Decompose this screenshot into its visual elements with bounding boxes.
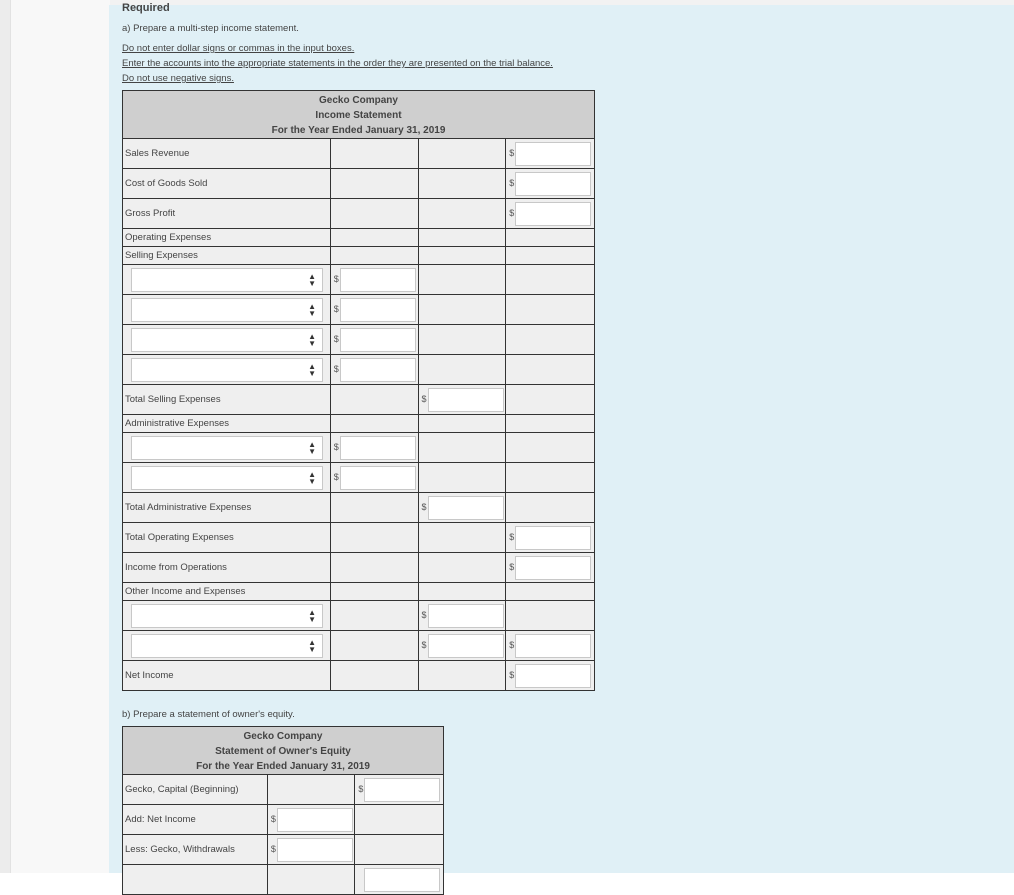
row-sales-revenue xyxy=(123,139,595,169)
label-administrative-expenses: Administrative Expenses xyxy=(125,418,230,429)
label-income-from-operations: Income from Operations xyxy=(125,562,227,573)
row-administrative-expenses xyxy=(123,415,595,433)
label-net-income: Net Income xyxy=(125,670,174,681)
label-other-income-expenses: Other Income and Expenses xyxy=(125,586,246,597)
label-operating-expenses: Operating Expenses xyxy=(125,232,212,243)
up-down-arrow-icon: ▲ ▼ xyxy=(308,608,316,624)
dollar-sign: $ xyxy=(509,208,515,218)
other-amount-input-1[interactable] xyxy=(428,604,504,628)
part-a-instruction: a) Prepare a multi-step income statement. xyxy=(122,23,299,34)
part-b-instruction: b) Prepare a statement of owner's equity. xyxy=(122,709,295,720)
dollar-sign: $ xyxy=(358,784,364,794)
row-selling-account-4 xyxy=(123,355,595,385)
label-total-operating-expenses: Total Operating Expenses xyxy=(125,532,234,543)
selling-account-select-1[interactable] xyxy=(131,268,323,292)
dollar-sign: $ xyxy=(509,640,515,650)
row-selling-account-2 xyxy=(123,295,595,325)
label-total-administrative-expenses: Total Administrative Expenses xyxy=(125,502,252,513)
row-capital-beginning xyxy=(123,775,444,805)
row-total-admin xyxy=(123,493,595,523)
row-other-income xyxy=(123,583,595,601)
admin-amount-input-2[interactable] xyxy=(340,466,416,490)
note-no-negative: Do not use negative signs. xyxy=(122,73,234,84)
row-add-net-income xyxy=(123,805,444,835)
label-gross-profit: Gross Profit xyxy=(125,208,176,219)
row-total-selling xyxy=(123,385,595,415)
row-admin-account-1 xyxy=(123,433,595,463)
oe-statement-title: Statement of Owner's Equity xyxy=(215,745,351,757)
dollar-sign: $ xyxy=(421,640,427,650)
selling-amount-input-3[interactable] xyxy=(340,328,416,352)
left-scroll-gutter xyxy=(0,0,10,873)
owners-equity-table xyxy=(122,726,444,895)
up-down-arrow-icon: ▲ ▼ xyxy=(308,272,316,288)
row-selling-expenses xyxy=(123,247,595,265)
dollar-sign: $ xyxy=(333,274,339,284)
dollar-sign: $ xyxy=(333,364,339,374)
withdrawals-input[interactable] xyxy=(277,838,353,862)
net-income-input[interactable] xyxy=(515,664,591,688)
owners-equity-header xyxy=(123,727,444,775)
sales-revenue-input[interactable] xyxy=(515,142,591,166)
dollar-sign: $ xyxy=(333,472,339,482)
row-other-account-1 xyxy=(123,601,595,631)
row-operating-expenses xyxy=(123,229,595,247)
cogs-input[interactable] xyxy=(515,172,591,196)
label-sales-revenue: Sales Revenue xyxy=(125,148,190,159)
selling-account-select-2[interactable] xyxy=(131,298,323,322)
row-selling-account-3 xyxy=(123,325,595,355)
dollar-sign: $ xyxy=(509,532,515,542)
note-no-dollar-signs: Do not enter dollar signs or commas in the input boxes. xyxy=(122,43,355,54)
company-name: Gecko Company xyxy=(319,94,398,106)
oe-net-income-input[interactable] xyxy=(277,808,353,832)
statement-period: For the Year Ended January 31, 2019 xyxy=(271,124,446,136)
row-net-income xyxy=(123,661,595,691)
selling-amount-input-2[interactable] xyxy=(340,298,416,322)
up-down-arrow-icon: ▲ ▼ xyxy=(308,470,316,486)
dollar-sign: $ xyxy=(421,394,427,404)
dollar-sign: $ xyxy=(509,148,515,158)
label-less-withdrawals: Less: Gecko, Withdrawals xyxy=(125,844,235,855)
row-income-from-operations xyxy=(123,553,595,583)
label-total-selling-expenses: Total Selling Expenses xyxy=(125,394,221,405)
label-capital-beginning: Gecko, Capital (Beginning) xyxy=(125,784,239,795)
row-less-withdrawals xyxy=(123,835,444,865)
selling-account-select-3[interactable] xyxy=(131,328,323,352)
income-statement-header xyxy=(123,91,595,139)
gross-profit-input[interactable] xyxy=(515,202,591,226)
row-selling-account-1 xyxy=(123,265,595,295)
other-amount-input-2[interactable] xyxy=(428,634,504,658)
admin-account-select-1[interactable] xyxy=(131,436,323,460)
row-other-account-2 xyxy=(123,631,595,661)
dollar-sign: $ xyxy=(509,178,515,188)
row-cogs xyxy=(123,169,595,199)
selling-amount-input-4[interactable] xyxy=(340,358,416,382)
total-other-input[interactable] xyxy=(515,634,591,658)
total-operating-input[interactable] xyxy=(515,526,591,550)
up-down-arrow-icon: ▲ ▼ xyxy=(308,362,316,378)
dollar-sign: $ xyxy=(270,844,276,854)
dollar-sign: $ xyxy=(509,562,515,572)
total-admin-input[interactable] xyxy=(428,496,504,520)
selling-amount-input-1[interactable] xyxy=(340,268,416,292)
oe-statement-period: For the Year Ended January 31, 2019 xyxy=(196,760,370,772)
income-statement-table xyxy=(122,90,595,691)
income-from-operations-input[interactable] xyxy=(515,556,591,580)
total-selling-input[interactable] xyxy=(428,388,504,412)
dollar-sign: $ xyxy=(333,304,339,314)
left-margin xyxy=(10,0,110,873)
statement-title: Income Statement xyxy=(315,109,402,121)
required-heading: Required xyxy=(122,2,170,14)
up-down-arrow-icon: ▲ ▼ xyxy=(308,440,316,456)
row-admin-account-2 xyxy=(123,463,595,493)
row-gross-profit xyxy=(123,199,595,229)
dollar-sign: $ xyxy=(333,442,339,452)
other-account-select-1[interactable] xyxy=(131,604,323,628)
up-down-arrow-icon: ▲ ▼ xyxy=(308,302,316,318)
label-add-net-income: Add: Net Income xyxy=(125,814,196,825)
row-total-operating xyxy=(123,523,595,553)
row-next-partial xyxy=(123,865,444,895)
label-selling-expenses: Selling Expenses xyxy=(125,250,198,261)
up-down-arrow-icon: ▲ ▼ xyxy=(308,332,316,348)
up-down-arrow-icon: ▲ ▼ xyxy=(308,638,316,654)
dollar-sign: $ xyxy=(509,670,515,680)
capital-beginning-input[interactable] xyxy=(364,778,440,802)
dollar-sign: $ xyxy=(333,334,339,344)
label-cost-of-goods-sold: Cost of Goods Sold xyxy=(125,178,208,189)
admin-account-select-2[interactable] xyxy=(131,466,323,490)
next-row-input[interactable] xyxy=(364,868,440,892)
dollar-sign: $ xyxy=(270,814,276,824)
note-order: Enter the accounts into the appropriate statements in the order they are presented on the trial balance. xyxy=(122,58,553,69)
oe-company-name: Gecko Company xyxy=(243,730,323,742)
dollar-sign: $ xyxy=(421,502,427,512)
selling-account-select-4[interactable] xyxy=(131,358,323,382)
dollar-sign: $ xyxy=(421,610,427,620)
admin-amount-input-1[interactable] xyxy=(340,436,416,460)
other-account-select-2[interactable] xyxy=(131,634,323,658)
